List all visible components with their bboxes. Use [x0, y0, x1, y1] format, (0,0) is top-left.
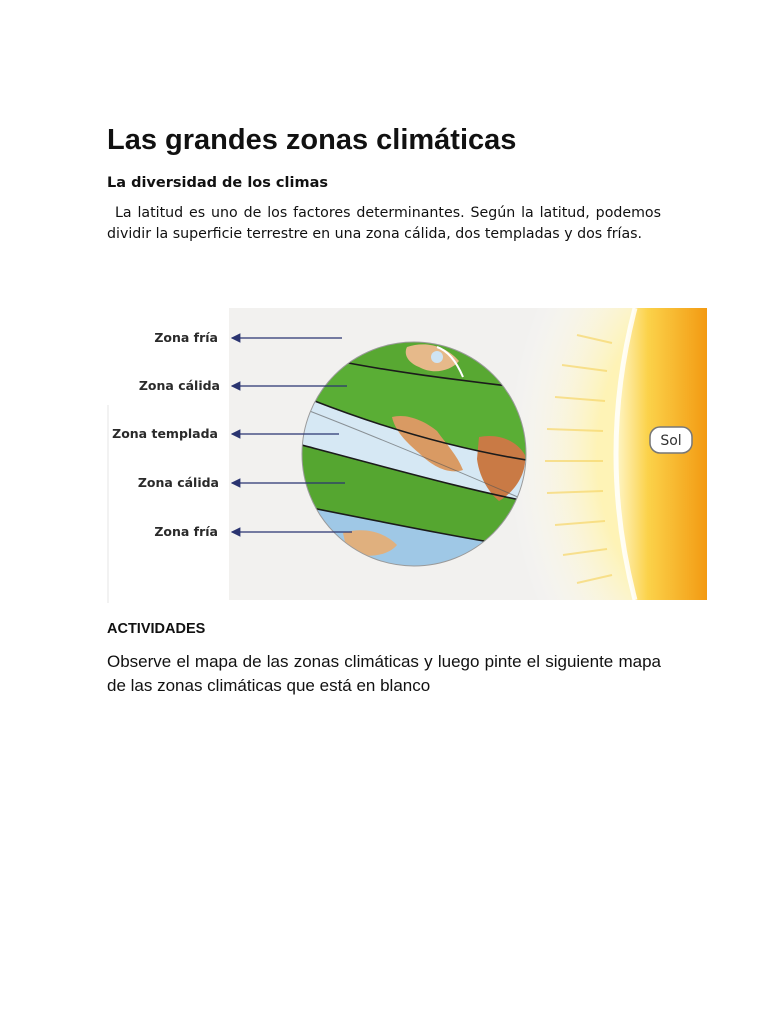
zone-label-temperate: Zona templada [112, 426, 218, 441]
zone-label-cold-south: Zona fría [154, 524, 218, 539]
sun-label: Sol [660, 433, 682, 449]
section-subtitle: La diversidad de los climas [107, 175, 328, 191]
page-title: Las grandes zonas climáticas [107, 124, 517, 156]
climate-zones-svg [107, 305, 707, 603]
sun-shape [616, 308, 707, 600]
activity-instructions: Observe el mapa de las zonas climáticas y luego pinte el siguiente mapa de las zonas climáticas que está en blanco [107, 652, 661, 695]
zone-label-warm-south: Zona cálida [137, 475, 219, 490]
zone-label-cold-north: Zona fría [154, 330, 218, 345]
activities-heading: ACTIVIDADES [107, 621, 206, 637]
intro-paragraph: La latitud es uno de los factores determinantes. Según la latitud, podemos dividir la superficie terrestre en una zona cálida, dos templadas y dos frías. [107, 205, 661, 242]
climate-zones-illustration [107, 305, 707, 603]
zone-label-warm-north: Zona cálida [138, 378, 220, 393]
